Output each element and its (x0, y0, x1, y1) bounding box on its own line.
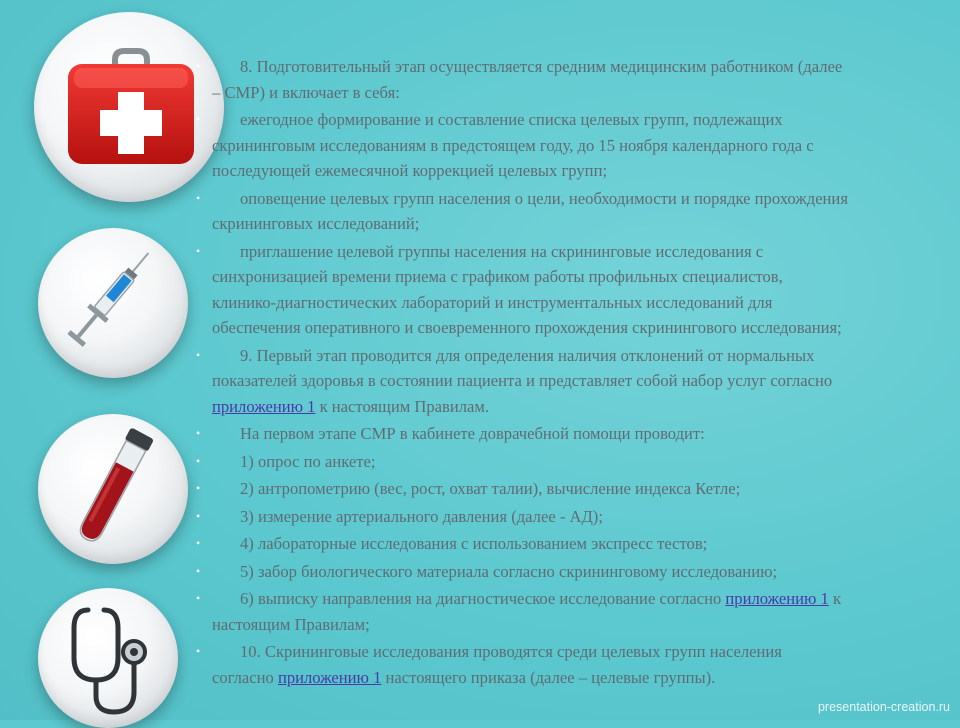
text-line (212, 421, 960, 447)
appendix-link[interactable]: приложению 1 (212, 396, 316, 416)
paragraph (196, 186, 960, 237)
text-line (212, 315, 960, 341)
text-line (212, 368, 960, 394)
line-text: клинико-диагностических лабораторий и инструментальных исследований для (212, 292, 773, 312)
line-text: к (828, 589, 842, 608)
paragraph (196, 476, 960, 502)
line-text: согласно (212, 667, 278, 687)
paragraph (196, 559, 960, 585)
bullet: • (196, 112, 201, 126)
text-line (212, 158, 960, 184)
line-text: к настоящим Правилам. (315, 396, 490, 416)
text-line (212, 133, 960, 159)
bullet: • (196, 59, 201, 73)
text-line (212, 54, 960, 80)
icon-column (0, 0, 200, 720)
text-line (212, 586, 960, 612)
bullet: • (196, 563, 201, 578)
line-text: настоящего приказа (далее – целевые группы). (381, 667, 716, 687)
line-text: 8. Подготовительный этап осуществляется средним медицинским работником (далее (240, 57, 843, 76)
appendix-link[interactable]: приложению 1 (725, 589, 829, 608)
line-text: настоящим Правилам; (212, 614, 370, 634)
text-line (212, 612, 960, 638)
paragraph (196, 107, 960, 184)
paragraph (196, 504, 960, 530)
text-line (212, 531, 960, 557)
text-line (212, 559, 960, 585)
line-text: На первом этапе СМР в кабинете доврачебной помощи проводит: (240, 424, 705, 443)
paragraph (196, 239, 960, 341)
bullet: • (196, 644, 201, 658)
text-line (212, 504, 960, 530)
text-line (212, 290, 960, 316)
text-line (212, 264, 960, 290)
line-text: оповещение целевых групп населения о цели, необходимости и порядке прохождения (240, 188, 848, 208)
text-line (212, 343, 960, 369)
appendix-link[interactable]: приложению 1 (277, 667, 382, 687)
line-text: обеспечения оперативного и своевременного прохождения скринингового исследования; (212, 318, 842, 337)
line-text: 10. Скрининговые исследования проводятся среди целевых групп населения (240, 642, 782, 661)
paragraph (196, 54, 960, 105)
line-text: скрининговым исследованиям в предстоящем году, до 15 ноября календарного года с (212, 135, 814, 155)
line-text: последующей ежемесячной коррекцией целевых групп; (212, 161, 608, 180)
bullet: • (196, 243, 201, 258)
text-line (212, 476, 960, 502)
line-text: приглашение целевой группы населения на скрининговые исследования с (240, 241, 764, 261)
line-text: 2) антропометрию (вес, рост, охват талии), вычисление индекса Кетле; (240, 479, 741, 498)
test-tube-icon (38, 414, 188, 564)
line-text: показателей здоровья в состоянии пациента и представляет собой набор услуг согласно (212, 371, 833, 390)
text-line (212, 449, 960, 475)
test-tube-circle (38, 414, 188, 564)
line-text: 4) лабораторные исследования с использованием экспресс тестов; (240, 534, 708, 553)
bullet: • (196, 426, 201, 440)
bullet: • (196, 481, 201, 495)
paragraph (196, 449, 960, 475)
bullet: • (196, 347, 201, 362)
syringe-circle (38, 228, 188, 378)
bullet: • (196, 591, 201, 605)
bullet: • (196, 190, 201, 205)
text-line (212, 394, 960, 420)
footer-watermark: presentation-creation.ru (817, 700, 950, 714)
line-text: 5) забор биологического материала согласно скрининговому исследованию; (240, 561, 778, 581)
slide-text (196, 54, 960, 694)
line-text: 6) выписку направления на диагностическое исследование согласно (240, 589, 726, 608)
text-line (212, 639, 960, 665)
syringe-icon (38, 228, 188, 378)
text-line (212, 107, 960, 133)
bullet: • (196, 536, 201, 550)
bullet: • (196, 508, 201, 523)
line-text: 9. Первый этап проводится для определения наличия отклонений от нормальных (240, 345, 815, 365)
paragraph (196, 421, 960, 447)
line-text: синхронизацией времени приема с графиком работы профильных специалистов, (212, 267, 783, 286)
line-text: 3) измерение артериального давления (далее - АД); (240, 506, 603, 526)
paragraph (196, 586, 960, 637)
line-text: ежегодное формирование и составление списка целевых групп, подлежащих (240, 110, 783, 129)
paragraph (196, 639, 960, 690)
text-line (212, 186, 960, 212)
bullet: • (196, 453, 201, 468)
line-text: 1) опрос по анкете; (240, 451, 376, 471)
text-line (212, 665, 960, 691)
stethoscope-icon (38, 588, 178, 728)
line-text: скрининговых исследований; (212, 214, 420, 233)
paragraph (196, 343, 960, 420)
text-line (212, 80, 960, 106)
paragraph (196, 531, 960, 557)
stethoscope-circle (38, 588, 178, 728)
line-text: – СМР) и включает в себя: (212, 82, 400, 102)
text-line (212, 239, 960, 265)
text-line (212, 211, 960, 237)
